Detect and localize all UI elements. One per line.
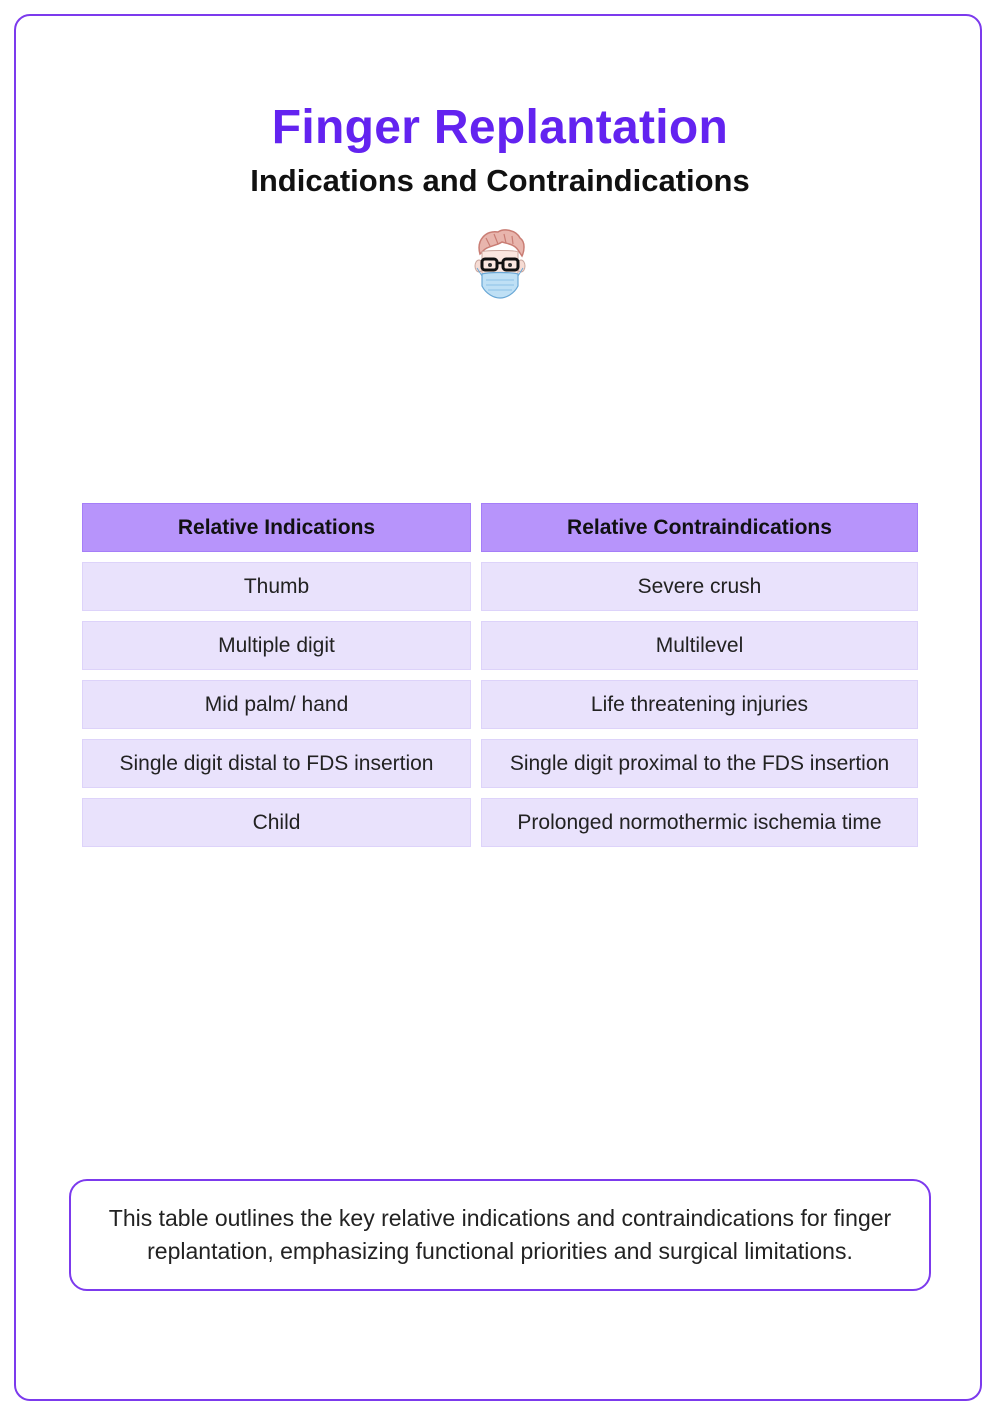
table-cell: Child xyxy=(82,798,471,847)
table-cell: Life threatening injuries xyxy=(481,680,918,729)
table-cell: Multiple digit xyxy=(82,621,471,670)
page-subtitle: Indications and Contraindications xyxy=(250,163,750,198)
page-title: Finger Replantation xyxy=(271,101,729,154)
summary-note xyxy=(69,1179,931,1291)
table-cell: Multilevel xyxy=(481,621,918,670)
table-header-contraindications: Relative Contraindications xyxy=(481,503,918,552)
table-cell: Prolonged normothermic ischemia time xyxy=(481,798,918,847)
table-cell: Severe crush xyxy=(481,562,918,611)
table-cell: Single digit distal to FDS insertion xyxy=(82,739,471,788)
table-header-indications: Relative Indications xyxy=(82,503,471,552)
doctor-avatar-icon xyxy=(468,228,532,304)
table-cell: Single digit proximal to the FDS insertion xyxy=(481,739,918,788)
summary-note-text: This table outlines the key relative indications and contraindications for finger replantation, emphasizing functional priorities and surgical limitations. xyxy=(108,1205,892,1264)
indications-table xyxy=(82,503,918,847)
table-cell: Thumb xyxy=(82,562,471,611)
table-cell: Mid palm/ hand xyxy=(82,680,471,729)
